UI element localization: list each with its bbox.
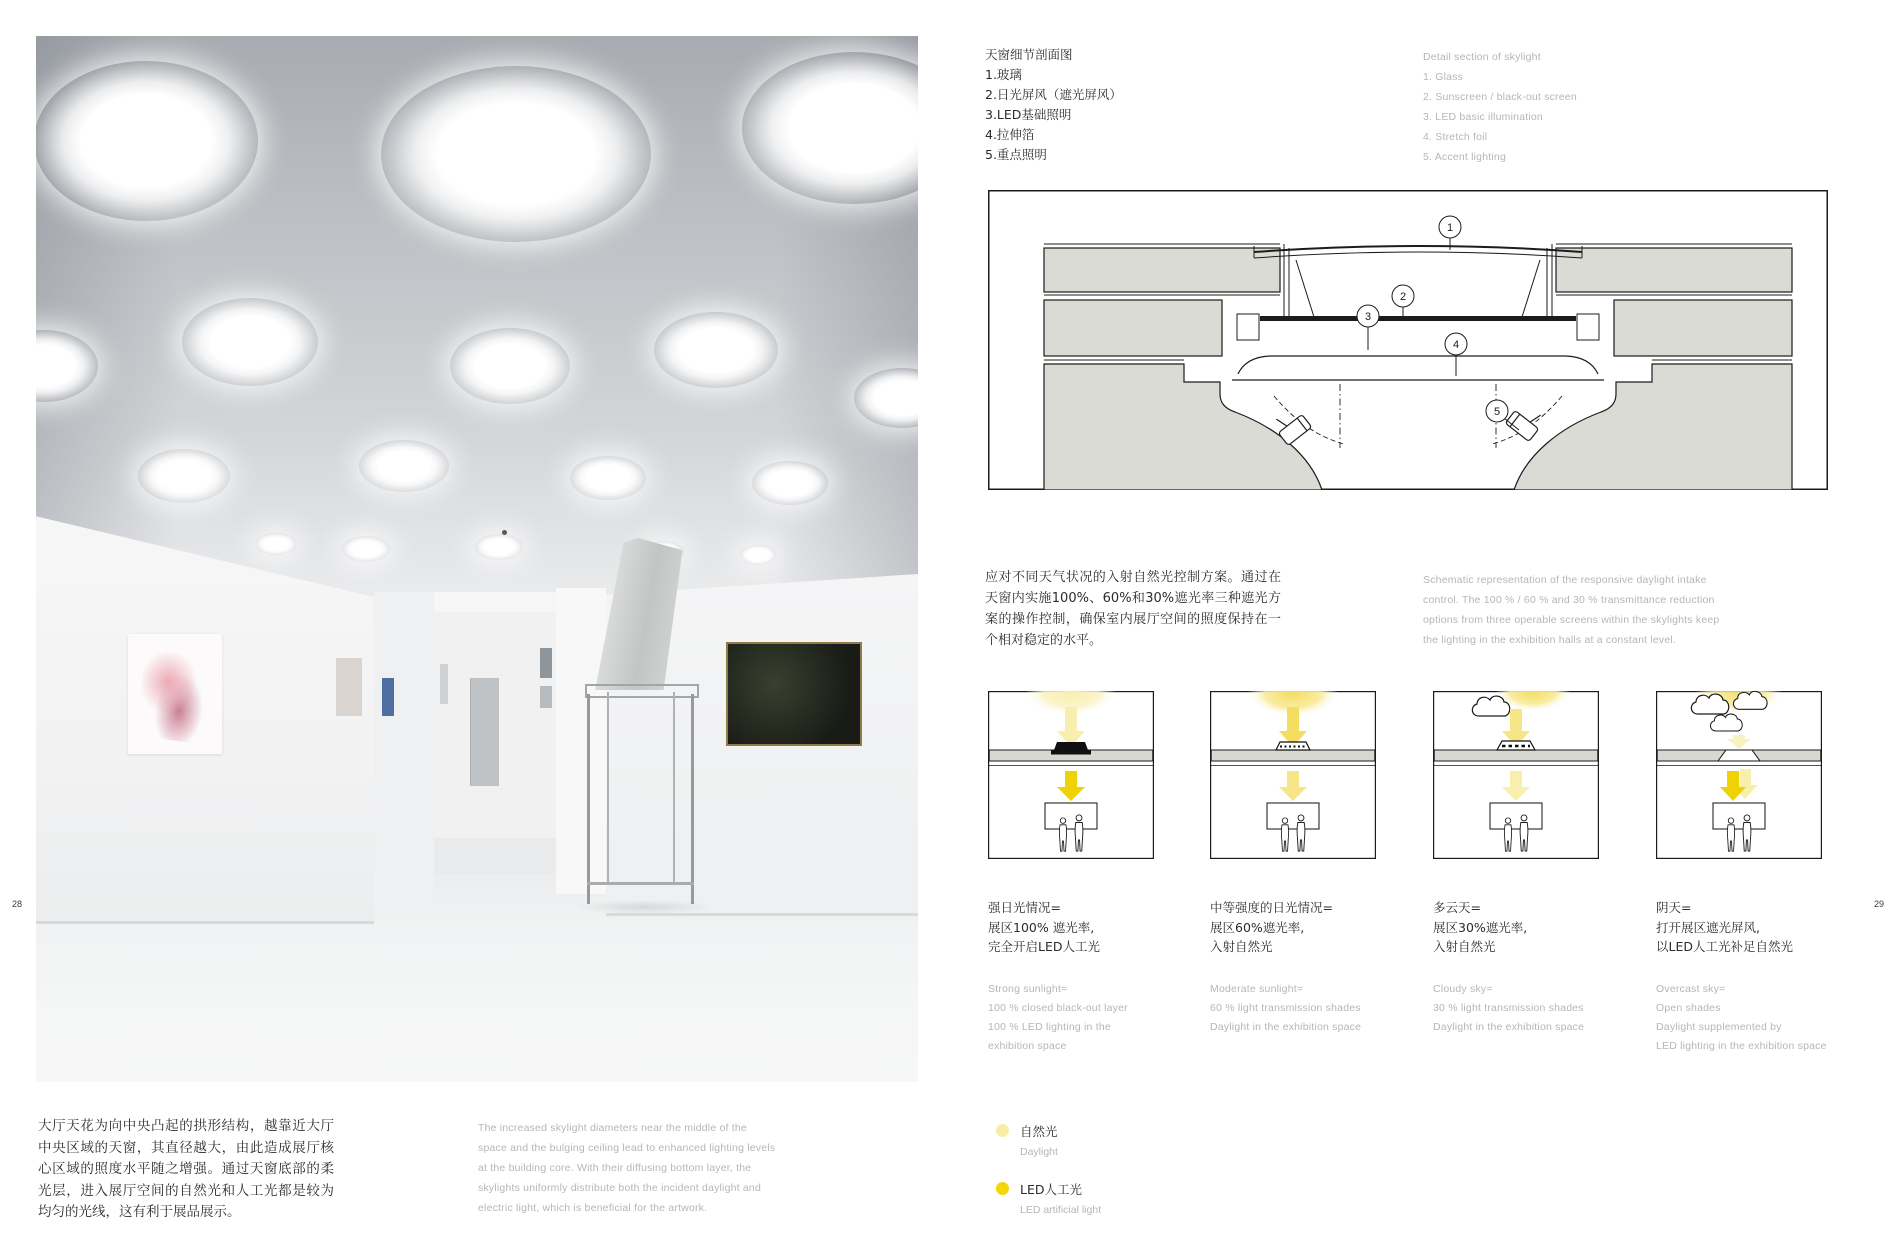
ceiling-sensor-dot: [502, 530, 507, 535]
skylight-disc: [475, 534, 523, 560]
skylight-disc: [36, 61, 258, 221]
roof-slab: [1614, 300, 1792, 356]
corridor-artwork: [540, 648, 552, 678]
artwork-blue-strip: [382, 678, 394, 716]
skylight-disc: [570, 456, 646, 500]
callout-1: 1: [1446, 222, 1454, 234]
diagram-strong-sunlight: [988, 691, 1154, 859]
artwork-panel: [1490, 803, 1542, 829]
sculpture-stand-top: [585, 684, 699, 698]
daylight-control-paragraph-en: Schematic representation of the responsive daylight intake control. The 100 % / 60 % and 30 % transmittance reduction options from three operable screens within the skylights keep the lighting in the exhibition halls at a constant level.: [1423, 574, 1720, 646]
skylight-disc: [359, 440, 449, 492]
skylight-shade-closed: [1051, 742, 1091, 755]
diagram-cloudy-sky: [1433, 691, 1599, 859]
corridor-right-wall: [556, 588, 606, 894]
list-title-en: Detail section of skylight: [1423, 51, 1541, 63]
diagram-overcast-sky: [1656, 691, 1822, 859]
callout-4: 4: [1452, 339, 1460, 351]
list-title-zh: 天窗细节剖面图: [985, 47, 1073, 62]
skylight-shade-30: [1497, 741, 1535, 750]
sculpture-stand-leg: [587, 694, 590, 904]
callout-5: 5: [1493, 406, 1501, 418]
caption-cloudy-sky-en: Cloudy sky= 30 % light transmission shades Daylight in the exhibition space: [1433, 983, 1585, 1033]
skylight-section-drawing: [988, 190, 1828, 490]
corridor-artwork: [440, 664, 448, 704]
artwork-panel: [1713, 803, 1765, 829]
skylight-disc: [752, 461, 828, 505]
legend: [994, 1118, 1234, 1238]
sculpture-shadow: [574, 900, 714, 914]
wall-base-shadow: [36, 921, 374, 924]
photo-caption-zh: 大厅天花为向中央凸起的拱形结构，越靠近大厅中央区域的天窗，其直径越大，由此造成展厅核心区域的照度水平随之增强。通过天窗底部的柔光层，进入展厅空间的自然光和人工光都是较为均匀的光线，这有利于展品展示。: [38, 1118, 334, 1220]
roof-slab: [1556, 248, 1792, 292]
led-legend-label-en: LED artificial light: [1020, 1204, 1102, 1216]
photo-caption-en: The increased skylight diameters near the middle of the space and the bulging ceiling lead to enhanced lighting levels at the building core. With their diffusing bottom layer, the skylights uniformly distribute both the incident daylight and electric light, which is beneficial for the artwork.: [478, 1122, 776, 1214]
skylight-disc: [654, 312, 778, 388]
daylight-control-paragraph-zh: 应对不同天气状况的入射自然光控制方案。通过在天窗内实施100%、60%和30%遮光率三种遮光方案的操作控制，确保室内展厅空间的照度保持在一个相对稳定的水平。: [985, 570, 1281, 648]
artwork-small-frame: [336, 658, 362, 716]
corridor-left-wall: [374, 592, 434, 904]
sculpture-stand-leg: [691, 694, 694, 904]
skylight-shade-60: [1276, 742, 1310, 750]
sculpture-stand-leg: [607, 692, 609, 884]
page-number-right: 29: [1873, 899, 1884, 909]
led-ring: [1260, 316, 1576, 321]
caption-cloudy-sky-zh: 多云天= 展区30%遮光率, 入射自然光: [1433, 900, 1528, 954]
artwork-panel: [1045, 803, 1097, 829]
daylight-legend-label-en: Daylight: [1020, 1146, 1058, 1158]
roof-slab: [1044, 248, 1280, 292]
skylight-shade-open: [1718, 750, 1760, 761]
artwork-panel: [1267, 803, 1319, 829]
callout-3: 3: [1364, 311, 1372, 323]
caption-moderate-sunlight-zh: 中等强度的日光情况= 展区60%遮光率, 入射自然光: [1210, 900, 1333, 954]
skylight-disc: [450, 328, 570, 404]
daylight-legend-label-zh: 自然光: [1020, 1124, 1058, 1139]
skylight-detail-list-zh: 天窗细节剖面图 1.玻璃 2.日光屏风（遮光屏风） 3.LED基础照明 4.拉伸箔 5.重点照明: [985, 47, 1122, 162]
skylight-disc: [182, 298, 318, 386]
corridor-floor: [434, 838, 556, 874]
gallery-photo: [36, 36, 918, 1082]
page-number-left: 28: [12, 899, 23, 909]
skylight-disc: [740, 545, 776, 565]
skylight-detail-list-en: Detail section of skylight 1. Glass 2. Sunscreen / black-out screen 3. LED basic illumination 4. Stretch foil 5. Accent lighting: [1423, 47, 1577, 167]
caption-overcast-sky-en: Overcast sky= Open shades Daylight supplemented by LED lighting in the exhibition space: [1656, 983, 1827, 1052]
led-legend-label-zh: LED人工光: [1020, 1182, 1082, 1197]
sculpture-stand-rail: [587, 882, 694, 885]
led-legend-dot: [996, 1182, 1009, 1195]
caption-overcast-sky-zh: 阴天= 打开展区遮光屏风, 以LED人工光补足自然光: [1656, 900, 1793, 954]
sculpture-stand-leg: [673, 692, 675, 884]
caption-strong-sunlight-en: Strong sunlight= 100 % closed black-out layer 100 % LED lighting in the exhibition space: [988, 983, 1128, 1052]
daylight-legend-dot: [996, 1124, 1009, 1137]
artwork-pink-figure: [134, 648, 212, 744]
artwork-dark-painting: [726, 642, 862, 746]
caption-moderate-sunlight-en: Moderate sunlight= 60 % light transmission shades Daylight in the exhibition space: [1210, 983, 1362, 1033]
corridor-artwork: [540, 686, 552, 708]
skylight-disc: [138, 449, 230, 503]
skylight-disc: [342, 536, 390, 562]
corridor-door: [470, 678, 499, 786]
callout-2: 2: [1399, 291, 1407, 303]
caption-strong-sunlight-zh: 强日光情况= 展区100% 遮光率, 完全开启LED人工光: [988, 900, 1100, 954]
roof-slab: [1044, 300, 1222, 356]
diagram-moderate-sunlight: [1210, 691, 1376, 859]
skylight-disc: [255, 533, 297, 555]
skylight-disc: [381, 66, 651, 242]
